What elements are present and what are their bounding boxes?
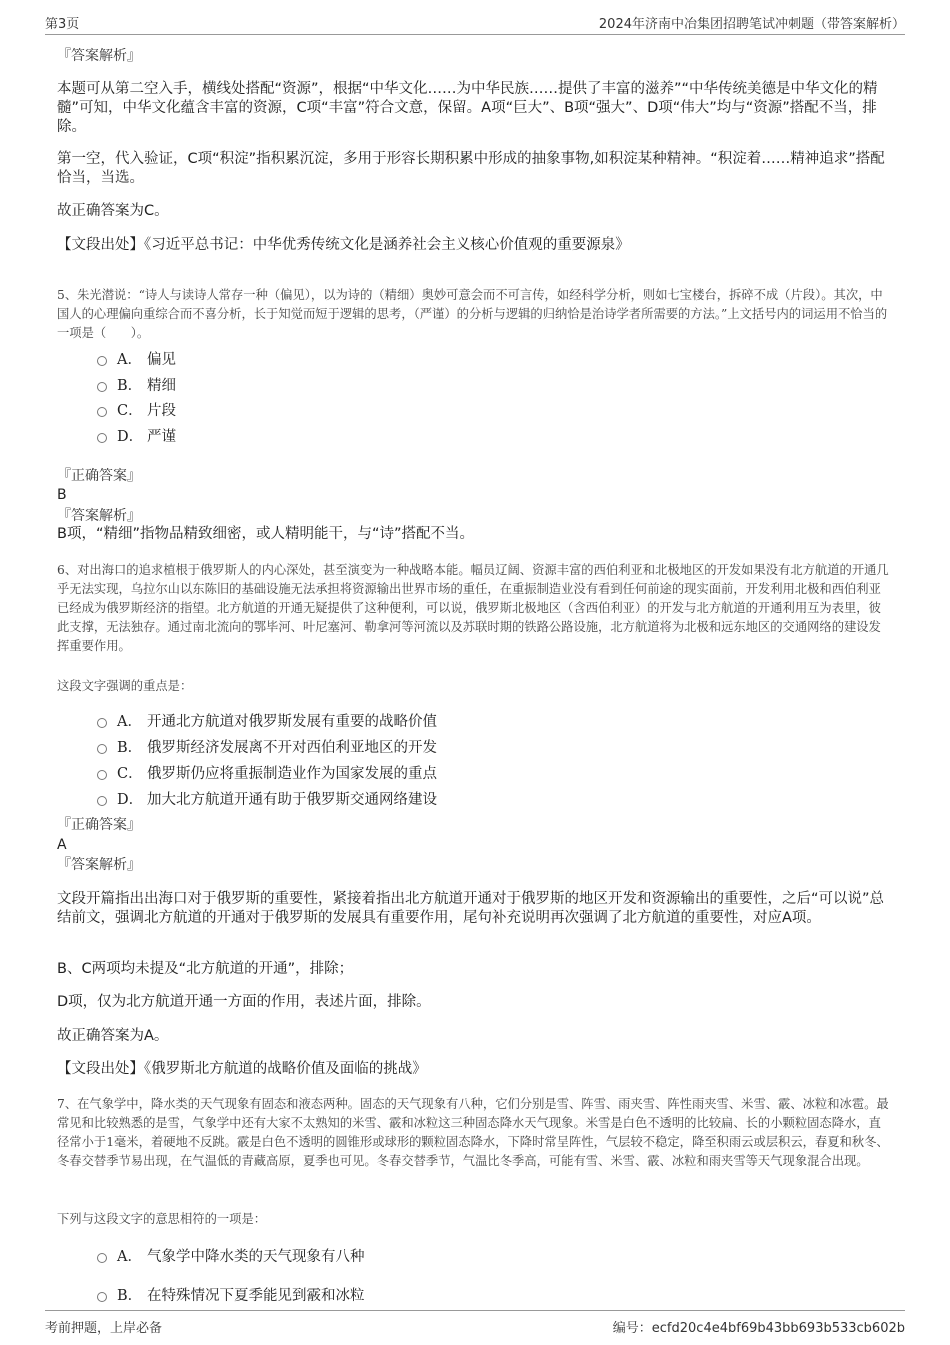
q5-option-c[interactable] <box>97 399 176 420</box>
q4-source: 【文段出处】《习近平总书记：中华优秀传统文化是涵养社会主义核心价值观的重要源泉》 <box>57 237 630 253</box>
option-text: 俄罗斯仍应将重振制造业作为国家发展的重点 <box>147 766 437 782</box>
q6-prompt: 这段文字强调的重点是： <box>57 679 193 693</box>
option-letter: A． <box>117 714 142 730</box>
radio-icon[interactable] <box>97 1292 107 1302</box>
q7-option-b[interactable] <box>97 1284 365 1305</box>
q5-option-a[interactable] <box>97 348 176 369</box>
q7-option-a[interactable] <box>97 1245 365 1266</box>
q6-analysis-p1: 文段开篇指出出海口对于俄罗斯的重要性，紧接着指出北方航道开通对于俄罗斯的地区开发和资源输出的重要性，之后“可以说”总结前文，强调北方航道的开通对于俄罗斯的发展具有重要作用，尾句补充说明再次强调了北方航道的重要性，对应A项。 <box>57 891 885 926</box>
q5-option-b[interactable] <box>97 374 176 395</box>
q5-question: 5、朱光潜说：“诗人与读诗人常存一种（偏见），以为诗的（精细）奥妙可意会而不可言传，如经科学分析，则如七宝楼台，拆碎不成（片段）。其次，中国人的心理偏向重综合而不喜分析，长于知觉而短于逻辑的思考，（严谨）的分析与逻辑的归纳恰是治诗学者所需要的方法。”上文括号内的词运用不恰当的一项是（ ）。 <box>57 288 888 340</box>
page-number: 第3页 <box>45 17 80 32</box>
option-text: 开通北方航道对俄罗斯发展有重要的战略价值 <box>147 714 437 730</box>
q5-analysis: B项，“精细”指物品精致细密，或人精明能干，与“诗”搭配不当。 <box>57 526 474 542</box>
q4-analysis-p2: 第一空，代入验证，C项“积淀”指积累沉淀，多用于形容长期积累中形成的抽象事物,如积淀某种精神。“积淀着……精神追求”搭配恰当，当选。 <box>57 151 885 186</box>
option-text: 严谨 <box>147 429 176 445</box>
q6-option-a[interactable] <box>97 710 437 731</box>
option-text: 偏见 <box>147 352 176 368</box>
document-title: 2024年济南中冶集团招聘笔试冲刺题（带答案解析） <box>598 17 905 32</box>
q6-question: 6、对出海口的追求植根于俄罗斯人的内心深处，甚至演变为一种战略本能。幅员辽阔、资源丰富的西伯利亚和北极地区的开发如果没有北方航道的开通几乎无法实现，乌拉尔山以东陈旧的基础设施无法承担将资源输出世界市场的重任，在重振制造业没有看到任何前途的现实面前，开发利用北极和西伯利亚已经成为俄罗斯经济的指望。北方航道的开通无疑提供了这种便利，可以说，俄罗斯北极地区（含西伯利亚）的开发与北方航道的开通利用互为表里，彼此支撑，无法独存。通过南北流向的鄂毕河、叶尼塞河、勒拿河等河流以及苏联时期的铁路公路设施，北方航道将为北极和远东地区的交通网络的建设发挥重要作用。 <box>57 563 889 653</box>
radio-icon[interactable] <box>97 433 107 443</box>
option-letter: B． <box>117 740 143 756</box>
option-text: 俄罗斯经济发展离不开对西伯利亚地区的开发 <box>147 740 437 756</box>
q5-analysis-label: 『答案解析』 <box>57 508 141 524</box>
option-letter: C． <box>117 403 143 419</box>
page-footer <box>45 1310 905 1337</box>
option-text: 在特殊情况下夏季能见到霰和冰粒 <box>147 1288 365 1304</box>
q7-question: 7、在气象学中，降水类的天气现象有固态和液态两种。固态的天气现象有八种，它们分别是雪、阵雪、雨夹雪、阵性雨夹雪、米雪、霰、冰粒和冰雹。最常见和比较熟悉的是雪，气象学中还有大家不太熟知的米雪、霰和冰粒这三种固态降水天气现象。米雪是白色不透明的比较扁、长的小颗粒固态降水，直径常小于1毫米，着硬地不反跳。霰是白色不透明的圆锥形或球形的颗粒固态降水，下降时常呈阵性，气层较不稳定，降至积雨云或层积云，春夏和秋冬、冬春交替季节易出现，在气温低的青藏高原，夏季也可见。冬春交替季节，气温比冬季高，可能有雪、米雪、霰、冰粒和雨夹雪等天气现象混合出现。 <box>57 1097 889 1168</box>
page-header <box>45 10 905 35</box>
q6-answer: A <box>57 837 67 853</box>
radio-icon[interactable] <box>97 744 107 754</box>
q5-answer-label: 『正确答案』 <box>57 468 141 484</box>
radio-icon[interactable] <box>97 407 107 417</box>
q4-analysis-p1: 本题可从第二空入手，横线处搭配“资源”，根据“中华文化……为中华民族……提供了丰富的滋养”“中华传统美德是中华文化的精髓”可知，中华文化蕴含丰富的资源，C项“丰富”符合文意，保留。A项“巨大”、B项“强大”、D项“伟大”均与“资源”搭配不当，排除。 <box>57 81 878 135</box>
q5-answer: B <box>57 487 67 503</box>
option-letter: D． <box>117 429 144 445</box>
option-letter: A． <box>117 352 142 368</box>
q5-option-d[interactable] <box>97 425 176 446</box>
option-text: 加大北方航道开通有助于俄罗斯交通网络建设 <box>147 792 437 808</box>
q6-option-b[interactable] <box>97 736 437 757</box>
q6-answer-label: 『正确答案』 <box>57 817 141 833</box>
radio-icon[interactable] <box>97 356 107 366</box>
radio-icon[interactable] <box>97 718 107 728</box>
option-letter: A． <box>117 1249 142 1265</box>
q6-option-d[interactable] <box>97 788 437 809</box>
footer-slogan: 考前押题，上岸必备 <box>45 1320 163 1336</box>
radio-icon[interactable] <box>97 382 107 392</box>
document-id: 编号：ecfd20c4e4bf69b43bb693b533cb602b <box>612 1320 905 1336</box>
q6-analysis-p2: B、C两项均未提及“北方航道的开通”，排除； <box>57 961 354 977</box>
option-text: 精细 <box>147 378 176 394</box>
q6-source: 【文段出处】《俄罗斯北方航道的战略价值及面临的挑战》 <box>57 1061 427 1077</box>
option-text: 气象学中降水类的天气现象有八种 <box>147 1249 365 1265</box>
option-letter: B． <box>117 1288 143 1304</box>
option-letter: D． <box>117 792 144 808</box>
q4-analysis-p3: 故正确答案为C。 <box>57 203 169 219</box>
option-letter: B． <box>117 378 143 394</box>
option-letter: C． <box>117 766 143 782</box>
q6-analysis-p4: 故正确答案为A。 <box>57 1028 169 1044</box>
radio-icon[interactable] <box>97 796 107 806</box>
radio-icon[interactable] <box>97 1253 107 1263</box>
q7-prompt: 下列与这段文字的意思相符的一项是： <box>57 1212 267 1226</box>
q6-option-c[interactable] <box>97 762 437 783</box>
radio-icon[interactable] <box>97 770 107 780</box>
q6-analysis-label: 『答案解析』 <box>57 857 141 873</box>
option-text: 片段 <box>147 403 176 419</box>
q4-analysis-label: 『答案解析』 <box>57 48 141 64</box>
q6-analysis-p3: D项，仅为北方航道开通一方面的作用，表述片面，排除。 <box>57 994 431 1010</box>
